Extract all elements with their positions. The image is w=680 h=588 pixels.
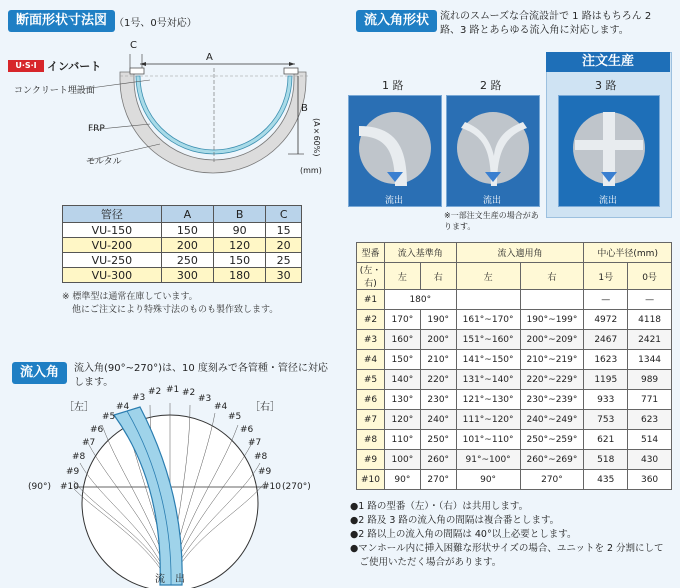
note-item: ご使用いただく場合があります。 [350,557,502,568]
table-cell: 2421 [628,330,672,350]
angle-num-left: #10 [60,482,79,492]
table-cell: #1 [357,290,385,310]
table-cell: 430 [628,450,672,470]
type-1-image [348,95,442,207]
outflow-label: 流出 [482,196,501,206]
section-title-cross-section: 断面形状寸法図 [8,10,115,32]
table-cell: 190° [420,310,456,330]
table-cell: #2 [357,310,385,330]
section-subtitle: （1号、0号対応） [114,18,197,29]
table-cell: 1344 [628,350,672,370]
angle-left-label: (90°) [28,482,51,492]
angle-table-subheader: (左・右) [357,263,385,290]
angle-table-subheader: 右 [420,263,456,290]
table-row [357,410,672,430]
table-cell: 90° [384,470,420,490]
usi-logo: U·S·I [8,60,44,72]
angle-num-right: #8 [254,452,268,462]
table-cell: 90 [214,223,266,238]
table-cell: 435 [584,470,628,490]
table-cell: 170° [384,310,420,330]
frp-label: FRP [88,124,105,134]
angle-table-subheader: 右 [520,263,584,290]
outflow-label: 流出 [598,196,617,206]
table-cell: 90° [456,470,520,490]
table-row [357,390,672,410]
table-cell: 240°~249° [520,410,584,430]
angle-table-header: 流入基準角 [384,243,456,263]
angle-num-right: #7 [248,438,262,448]
brand-name: インバート [47,60,102,73]
angle-table-header: 流入適用角 [456,243,584,263]
table-cell: VU-250 [63,253,162,268]
table-cell: 120° [384,410,420,430]
angle-num-left: #4 [116,402,130,412]
dimension-b-note: (A×60%) [312,118,321,157]
dimension-b-label: B [301,103,308,114]
table-row [357,290,672,310]
table-cell: 260°~269° [520,450,584,470]
table-cell: 210°~219° [520,350,584,370]
type-2-label: 2 路 [480,79,502,92]
partial-order-note: ※一部注文生産の場合があります。 [444,211,539,231]
note-item: ●2 路及 3 路の流入角の間隔は複合番とします。 [350,515,560,526]
table-cell: 110° [384,430,420,450]
outflow-label: 流 出 [155,574,185,585]
table-cell: #7 [357,410,385,430]
table-cell: 120 [214,238,266,253]
table-cell: 240° [420,410,456,430]
table-cell: 15 [266,223,302,238]
table-cell: 200 [161,238,213,253]
angle-table-header: 中心半径(mm) [584,243,672,263]
angle-num-right: #5 [228,412,242,422]
table-cell: 2467 [584,330,628,350]
table-cell: 141°~150° [456,350,520,370]
angle-num-right: #6 [240,425,254,435]
angle-num-left: #9 [66,467,80,477]
table-cell: 250 [161,253,213,268]
table-cell: 518 [584,450,628,470]
angle-num-left: #8 [72,452,86,462]
table-cell: 140° [384,370,420,390]
table-cell: 91°~100° [456,450,520,470]
table-row [63,253,302,268]
angle-num-right: #9 [258,467,272,477]
size-table-header: 管径 [63,206,162,223]
section-title-inflow-angle: 流入角 [12,362,67,384]
table-cell: 771 [628,390,672,410]
angle-num-left: #2 [148,387,162,397]
type-3-image [558,95,660,207]
angle-num-left: #5 [102,412,116,422]
right-side-label: ［右］ [250,402,280,413]
table-row [357,330,672,350]
inflow-angle-text: 流入角(90°~270°)は、10 度刻みで各管種・管径に対応します。 [74,363,328,388]
table-cell: — [584,290,628,310]
angle-num-left: #7 [82,438,96,448]
table-cell: 4118 [628,310,672,330]
table-cell: 25 [266,253,302,268]
table-cell: 131°~140° [456,370,520,390]
table-cell: 989 [628,370,672,390]
table-cell: 111°~120° [456,410,520,430]
table-cell: #9 [357,450,385,470]
table-cell: 260° [420,450,456,470]
table-cell [456,290,520,310]
size-table-header: C [266,206,302,223]
table-cell: 621 [584,430,628,450]
table-row [357,450,672,470]
mortar-label: モルタル [86,157,122,167]
angle-num-right: #4 [214,402,228,412]
angle-table-subheader: 0号 [628,263,672,290]
table-cell: 514 [628,430,672,450]
type-3-label: 3 路 [595,79,617,92]
table-cell: VU-150 [63,223,162,238]
table-cell: 130° [384,390,420,410]
dimension-a-label: A [206,52,213,63]
table-cell: 360 [628,470,672,490]
unit-label: (mm) [300,166,322,175]
table-row [357,370,672,390]
concrete-label: コンクリート埋設面 [14,86,95,96]
angle-num-right: #2 [182,388,196,398]
angle-table-header: 型番 [357,243,385,263]
table-cell: 200°~209° [520,330,584,350]
table-row [357,310,672,330]
table-row [357,430,672,450]
special-order-badge: 注文生産 [546,52,670,72]
table-cell: VU-200 [63,238,162,253]
angle-table-subheader: 1号 [584,263,628,290]
table-cell: 220°~229° [520,370,584,390]
table-cell: #5 [357,370,385,390]
table-cell: 270° [520,470,584,490]
table-cell: 230° [420,390,456,410]
size-note-2: 他にご注文により特殊寸法のものも製作致します。 [72,305,279,315]
table-row [63,223,302,238]
size-table-header: B [214,206,266,223]
table-cell: #8 [357,430,385,450]
angle-num-left: #3 [132,393,146,403]
outflow-label: 流出 [384,196,403,206]
angle-table-subheader: 左 [384,263,420,290]
table-cell: 180° [384,290,456,310]
table-cell: 100° [384,450,420,470]
note-item: ●2 路以上の流入角の間隔は 40°以上必要とします。 [350,529,577,540]
table-cell: 200° [420,330,456,350]
table-cell: 150 [214,253,266,268]
angle-num-right: #10 [262,482,281,492]
angle-num-right: #3 [198,394,212,404]
table-cell: 250°~259° [520,430,584,450]
table-cell: 20 [266,238,302,253]
inflow-shape-description: 流れのスムーズな合流設計で 1 路はもちろん 2 路、3 路とあらゆる流入角に対応します。 [440,11,652,36]
table-cell: 1623 [584,350,628,370]
table-row [357,470,672,490]
size-table [62,205,302,283]
table-row [357,350,672,370]
table-row [63,238,302,253]
table-cell: 623 [628,410,672,430]
table-cell: 161°~170° [456,310,520,330]
cross-section-diagram [0,40,330,190]
table-cell: 753 [584,410,628,430]
table-cell: 250° [420,430,456,450]
type-1-label: 1 路 [382,79,404,92]
table-cell: #6 [357,390,385,410]
type-2-image [446,95,540,207]
table-cell: 230°~239° [520,390,584,410]
section-title-inflow-shape: 流入角形状 [356,10,437,32]
table-cell: 270° [420,470,456,490]
table-cell: 101°~110° [456,430,520,450]
size-note-1: ※ 標準型は通常在庫しています。 [62,292,198,302]
table-cell: 150 [161,223,213,238]
notes-list [350,500,678,570]
table-cell: 30 [266,268,302,283]
table-cell: 150° [384,350,420,370]
table-cell: 190°~199° [520,310,584,330]
table-cell: #3 [357,330,385,350]
table-cell: #4 [357,350,385,370]
angle-num-right: #1 [166,385,180,395]
angle-table-subheader: 左 [456,263,520,290]
table-cell: 210° [420,350,456,370]
table-cell: 121°~130° [456,390,520,410]
dimension-c-label: C [130,40,137,51]
note-item: ●1 路の型番（左）・（右）は共用します。 [350,501,529,512]
angle-num-left: #6 [90,425,104,435]
table-cell: 160° [384,330,420,350]
table-cell: 4972 [584,310,628,330]
angle-table [356,242,672,490]
table-cell: — [628,290,672,310]
table-cell: 220° [420,370,456,390]
table-cell [520,290,584,310]
note-item: ●マンホール内に挿入困難な形状サイズの場合、ユニットを 2 分割にして [350,543,664,554]
table-row [63,268,302,283]
table-cell: #10 [357,470,385,490]
table-cell: VU-300 [63,268,162,283]
size-table-header: A [161,206,213,223]
left-side-label: ［左］ [64,402,94,413]
table-cell: 933 [584,390,628,410]
table-cell: 151°~160° [456,330,520,350]
table-cell: 1195 [584,370,628,390]
table-cell: 300 [161,268,213,283]
table-cell: 180 [214,268,266,283]
angle-right-label: (270°) [282,482,311,492]
